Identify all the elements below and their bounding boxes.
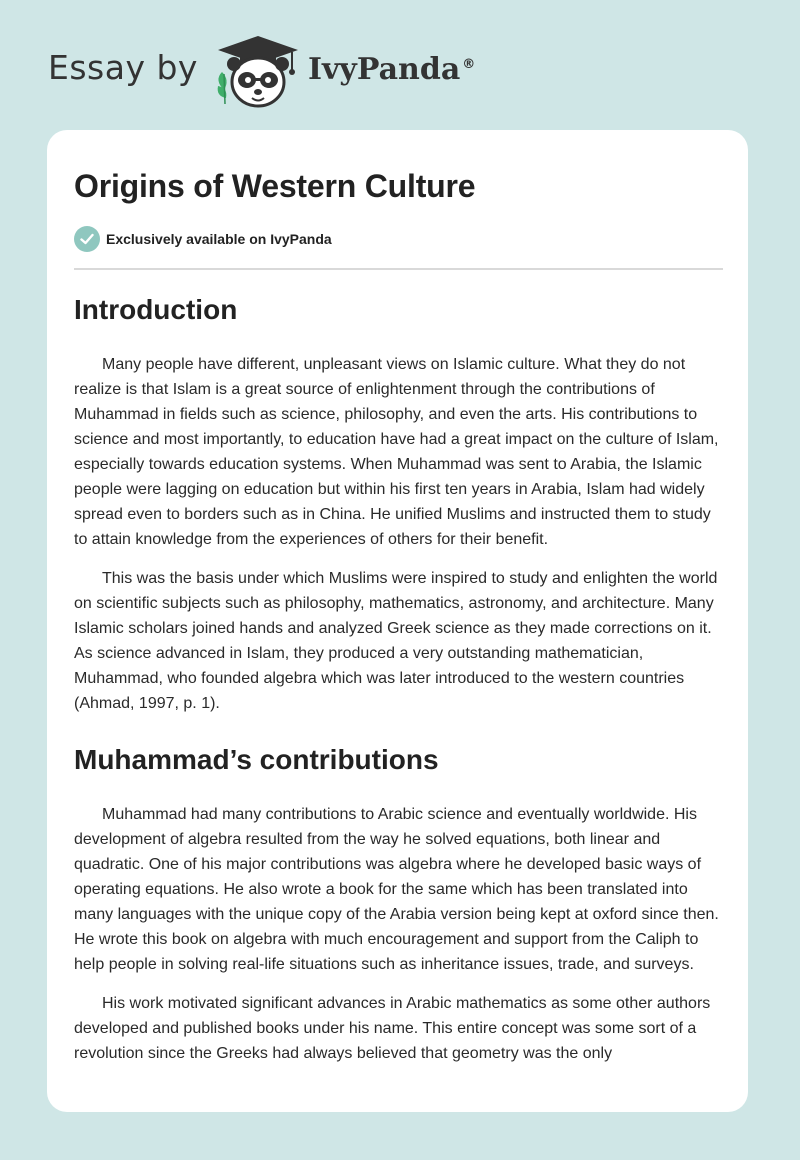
- paragraph: This was the basis under which Muslims were inspired to study and enlighten the world on scientific subjects such as philosophy, mathematics, astronomy, and architecture. Many Islamic scholars joined hands and analyzed Greek science as they made corrections on it. As science advanced in Islam, they produced a very outstanding mathematician, Muhammad, who founded algebra which was later introduced to the western countries (Ahmad, 1997, p. 1).: [74, 570, 718, 712]
- exclusive-badge: [74, 226, 722, 252]
- brand-name: IvyPanda ®: [307, 51, 476, 87]
- divider: [74, 268, 723, 270]
- check-icon: [74, 226, 100, 252]
- page-title: Origins of Western Culture: [74, 168, 476, 204]
- paragraph: His work motivated significant advances in Arabic mathematics as some other authors developed and published books under his name. This entire concept was some sort of a revolution since the Greeks had always believed that geometry was the only: [74, 995, 711, 1062]
- panda-logo-icon: [212, 30, 304, 110]
- paragraph: Muhammad had many contributions to Arabic science and eventually worldwide. His development of algebra resulted from the way he solved equations, both linear and quadratic. One of his major contributions was algebra where he developed basic ways of operating equations. He also wrote a book for the same which has been translated into many languages with the unique copy of the Arabia version being kept at oxford since then. He wrote this book on algebra with much encouragement and support from the Caliph to help people in solving real-life situations such as inheritance issues, trade, and surveys.: [74, 806, 719, 973]
- section-heading-contributions: Muhammad’s contributions: [74, 744, 439, 775]
- site-brand[interactable]: [48, 30, 475, 110]
- section-heading-introduction: Introduction: [74, 294, 238, 325]
- essay-card: [47, 130, 748, 1112]
- brand-prefix: Essay by: [48, 47, 198, 87]
- paragraph: Many people have different, unpleasant views on Islamic culture. What they do not realize is that Islam is a great source of enlightenment through the contributions of Muhammad in fields such as science, philosophy, and even the arts. His contributions to science and most importantly, to education have had a great impact on the culture of Islam, especially towards education systems. When Muhammad was sent to Arabia, the Islamic people were lagging on education but within his first ten years in Arabia, Islam had widely spread even to borders such as in China. He unified Muslims and instructed them to study to attain knowledge from the experiences of others for their benefit.: [74, 356, 719, 548]
- badge-text: Exclusively available on IvyPanda: [106, 231, 332, 247]
